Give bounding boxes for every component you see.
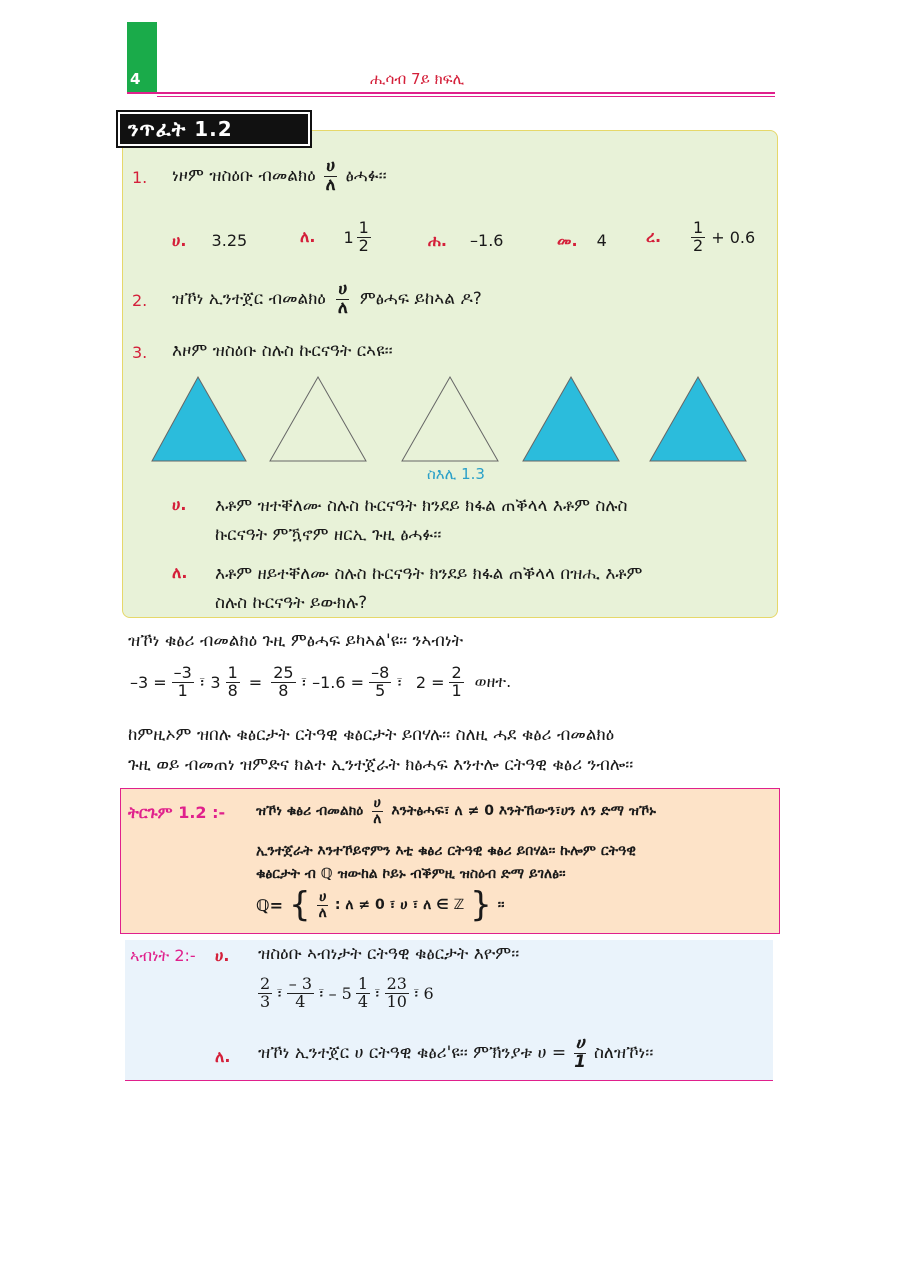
triangle-filled-3 bbox=[650, 377, 746, 461]
example-sub-label bbox=[215, 1047, 230, 1067]
fraction bbox=[369, 665, 391, 700]
fraction bbox=[691, 220, 705, 255]
brace-left-icon: { bbox=[289, 885, 311, 925]
fraction-numerator: –3 bbox=[173, 663, 192, 682]
option-value: –1.6 bbox=[470, 231, 504, 250]
sub-label-text: ሀ. bbox=[172, 495, 187, 514]
fraction-denominator: 1 bbox=[451, 680, 462, 700]
text-line: ኩርናዓት ምዃኖም ዘርኢ ጉዚ ፅሓፉ፡፡ bbox=[215, 525, 442, 545]
fraction bbox=[336, 281, 350, 318]
fraction bbox=[271, 665, 295, 700]
fraction-denominator: ለ bbox=[373, 810, 382, 827]
eq-separator: ፣ bbox=[300, 672, 308, 692]
page-header-title: ሒሳብ 7ይ ክፍሊ bbox=[370, 70, 465, 88]
fraction-denominator: 4 bbox=[357, 991, 369, 1011]
option-value: 4 bbox=[596, 231, 607, 250]
option-label: ረ. bbox=[646, 227, 662, 247]
eq-separator: ፣ bbox=[276, 983, 283, 1003]
fraction-numerator: 1 bbox=[693, 218, 704, 237]
definition-line-3: ቁፅርታት ብ ℚ ዝውከል ኮይኑ ብቕምዚ ዝስዕብ ድማ ይገለፅ፡፡ bbox=[256, 866, 566, 882]
eq-text: 3 bbox=[210, 672, 221, 692]
fraction-denominator: ለ bbox=[337, 297, 348, 318]
fraction-numerator: ሀ bbox=[319, 888, 327, 905]
fraction-denominator: 10 bbox=[386, 991, 407, 1011]
definition-line-1 bbox=[256, 796, 656, 826]
fraction bbox=[356, 976, 370, 1011]
text-segment: ስለዝኾነ፡፡ bbox=[593, 1043, 654, 1064]
fraction bbox=[385, 976, 409, 1011]
sub-label-text: ሀ. bbox=[215, 946, 230, 965]
fraction-numerator: 23 bbox=[386, 974, 407, 993]
option-label: ሀ. bbox=[172, 231, 187, 250]
example-b-text bbox=[258, 1035, 653, 1072]
text-segment: ዝኾነ ኢንተጀር ሀ ርትዓዊ ቁፅሪ'ዩ፡፡ ምኽንያቱ ሀ = bbox=[258, 1043, 567, 1064]
fraction-numerator: ሀ bbox=[575, 1033, 585, 1053]
fraction-numerator: 1 bbox=[357, 974, 369, 993]
text-segment: ፡፡ bbox=[497, 897, 505, 913]
fraction-denominator: 1 bbox=[177, 680, 188, 700]
fraction-numerator: 2 bbox=[451, 663, 462, 682]
fraction-denominator: 8 bbox=[227, 680, 238, 700]
definition-line-2: ኢንተጀራት እንተኾይኖምን እቲ ቁፅሪ ርትዓዊ ቁፅሪ ይበሃል፡፡ ኩሎም ርትዓዊ bbox=[256, 843, 636, 859]
sub-question-b bbox=[215, 560, 642, 618]
triangles-figure bbox=[150, 375, 750, 465]
paragraph-explanation bbox=[128, 720, 776, 780]
fraction bbox=[324, 158, 338, 195]
eq-separator: ፣ bbox=[396, 672, 403, 692]
question-2 bbox=[172, 281, 482, 318]
fraction-denominator: 5 bbox=[375, 680, 386, 700]
paragraph-intro: ዝኾነ ቁፅሪ ብመልክዕ ጉዚ ምፅሓፍ ይካኣል'ዩ፡፡ ንኣብነት bbox=[128, 631, 464, 651]
question-number: 1. bbox=[132, 168, 148, 187]
eq-separator: ፣ bbox=[412, 983, 420, 1003]
option-whole: 1 bbox=[343, 227, 354, 247]
triangle-empty-2 bbox=[402, 377, 498, 461]
option-label: ለ. bbox=[300, 227, 316, 247]
eq-separator: ፣ bbox=[198, 672, 206, 692]
brace-right-icon: } bbox=[470, 885, 492, 925]
question-text: ነዞም ዝስዕቡ ብመልክዕ bbox=[172, 166, 316, 187]
fraction bbox=[317, 890, 329, 920]
option-a bbox=[172, 231, 247, 251]
option-c bbox=[428, 231, 503, 251]
question-1 bbox=[172, 158, 387, 195]
option-value: 3.25 bbox=[211, 231, 248, 250]
set-condition: : ለ ≠ 0 ፣ ሀ ፣ ለ ∈ ℤ bbox=[334, 897, 465, 913]
page-number: 4 bbox=[130, 70, 141, 88]
fraction-numerator: ሀ bbox=[326, 156, 336, 176]
activity-badge: ንጥፈት 1.2 bbox=[118, 112, 310, 146]
option-d bbox=[557, 231, 607, 251]
eq-text: ወዘተ. bbox=[474, 672, 512, 692]
triangle-filled-2 bbox=[523, 377, 619, 461]
fraction bbox=[287, 976, 314, 1011]
fraction-numerator: –8 bbox=[371, 663, 390, 682]
fraction-numerator: 25 bbox=[273, 663, 294, 682]
fraction-denominator: 4 bbox=[295, 991, 306, 1011]
fraction-denominator: 8 bbox=[278, 680, 289, 700]
sub-question-a bbox=[215, 492, 628, 550]
fraction-numerator: ሀ bbox=[373, 795, 381, 811]
sub-label-text: ለ. bbox=[215, 1047, 231, 1066]
definition-label: ትርጉም 1.2 :- bbox=[128, 803, 226, 822]
fraction bbox=[226, 665, 240, 700]
header-rule-thin bbox=[157, 96, 775, 97]
eq-text: 2 = bbox=[415, 672, 445, 692]
option-label: መ. bbox=[557, 231, 578, 250]
header-rule bbox=[127, 92, 775, 94]
eq-separator: ፣ bbox=[318, 983, 325, 1003]
option-e bbox=[646, 220, 755, 255]
triangle-empty-1 bbox=[270, 377, 366, 461]
option-value: + 0.6 bbox=[711, 227, 756, 247]
fraction bbox=[258, 976, 272, 1011]
example-fractions bbox=[258, 976, 434, 1011]
fraction-numerator: 1 bbox=[227, 663, 238, 682]
fraction-denominator: 2 bbox=[358, 235, 369, 255]
fraction-numerator: 2 bbox=[260, 974, 271, 993]
fraction bbox=[371, 796, 383, 826]
eq-separator: ፣ bbox=[374, 983, 381, 1003]
text-line: ጉዚ ወይ ብመጠነ ዝምድና ክልተ ኢንተጀራት ክፅሓፍ እንተሎ ርትዓዊ ቁፅሪ ንብሎ፡፡ bbox=[128, 755, 634, 775]
example-equations bbox=[130, 665, 511, 700]
eq-text: – 5 bbox=[328, 983, 352, 1003]
example-sub-label bbox=[215, 946, 229, 966]
sub-label bbox=[172, 563, 187, 583]
triangle-filled-1 bbox=[152, 377, 246, 461]
option-label: ሐ. bbox=[428, 231, 447, 250]
fraction-denominator: ለ bbox=[318, 904, 327, 921]
text-line: እቶም ዘይተቐለሙ ስሉስ ኩርናዓት ክንደይ ክፋል ጠቕላላ በዝሒ እቶም bbox=[215, 564, 643, 584]
fraction bbox=[357, 220, 371, 255]
text-line: ከምዚኦም ዝበሉ ቁፅርታት ርትዓዊ ቁፅርታት ይበሃሉ፡፡ ስለዚ ሓደ ቁፅሪ ብመልክዕ bbox=[128, 725, 615, 745]
fraction-numerator: ሀ bbox=[338, 279, 348, 299]
text-line: እቶም ዝተቐለሙ ስሉስ ኩርናዓት ክንደይ ክፋል ጠቕላላ እቶም ስሉስ bbox=[215, 496, 628, 516]
question-3-text: እዞም ዝስዕቡ ስሉስ ኩርናዓት ርኣዩ፡፡ bbox=[172, 341, 393, 361]
text-segment: ዝኾነ ቁፅሪ ብመልክዕ bbox=[256, 803, 364, 820]
question-text: ምፅሓፍ ይከኣል ዶ? bbox=[359, 289, 482, 310]
figure-caption: ስእሊ 1.3 bbox=[427, 465, 485, 483]
fraction-denominator: 3 bbox=[260, 991, 271, 1011]
eq-text: = bbox=[248, 672, 263, 692]
fraction bbox=[172, 665, 194, 700]
sub-label bbox=[172, 495, 186, 515]
example-a-text: ዝስዕቡ ኣብነታት ርትዓዊ ቁፅርታት እዮም፡፡ bbox=[258, 944, 520, 964]
fraction-numerator: 1 bbox=[358, 218, 369, 237]
option-b bbox=[300, 220, 371, 255]
definition-set-notation bbox=[256, 885, 505, 925]
fraction-denominator: 1 bbox=[574, 1051, 586, 1072]
fraction-denominator: 2 bbox=[693, 235, 704, 255]
question-text: ዝኾነ ኢንተጀር ብመልክዕ bbox=[172, 289, 326, 310]
text-line: ስሉስ ኩርናዓት ይውክሉ? bbox=[215, 593, 368, 613]
example-label: ኣብነት 2:- bbox=[130, 946, 196, 965]
fraction-numerator: – 3 bbox=[288, 974, 313, 993]
fraction bbox=[449, 665, 463, 700]
fraction bbox=[572, 1035, 588, 1072]
question-text: ፅሓፉ፡፡ bbox=[345, 166, 387, 187]
eq-text: –1.6 = bbox=[312, 672, 365, 692]
question-number: 2. bbox=[132, 291, 148, 310]
text-segment: እንትፅሓፍ፣ ለ ≠ 0 እንትኸውን፣ሀን ለን ድማ ዝኾኑ bbox=[391, 803, 656, 820]
eq-text: –3 = bbox=[130, 672, 167, 692]
fraction-denominator: ለ bbox=[325, 174, 336, 195]
set-symbol: ℚ= bbox=[256, 895, 284, 915]
question-number: 3. bbox=[132, 343, 148, 362]
sub-label-text: ለ. bbox=[172, 563, 188, 582]
eq-text: 6 bbox=[423, 983, 434, 1003]
